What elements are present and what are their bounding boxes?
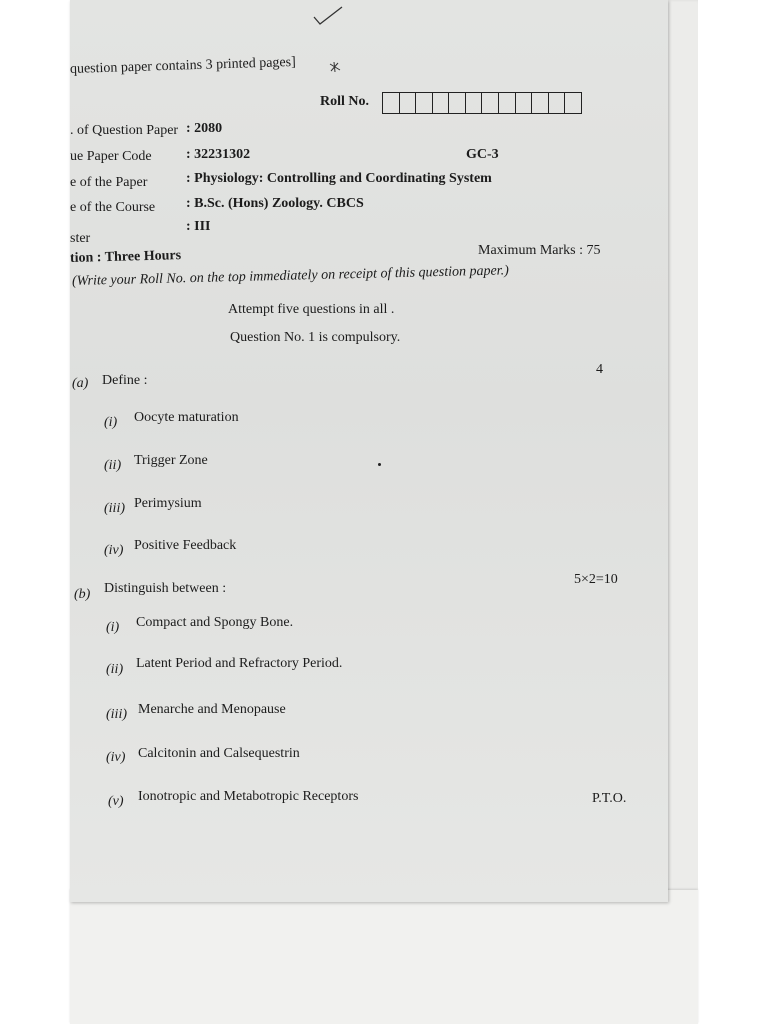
part-b-item-text: Compact and Spongy Bone. — [136, 615, 294, 630]
detail-value-course: : B.Sc. (Hons) Zoology. CBCS — [186, 196, 364, 211]
part-a-marks: 4 — [596, 362, 603, 377]
compulsory-instruction: Question No. 1 is compulsory. — [230, 330, 401, 345]
checkmark-icon — [312, 4, 344, 26]
detail-label-semester: ster — [70, 231, 91, 246]
part-a-heading: Define : — [102, 373, 148, 388]
part-b-label: (b) — [74, 587, 91, 602]
detail-value-paper-title: : Physiology: Controlling and Coordinating System — [186, 171, 492, 186]
part-a-item-text: Oocyte maturation — [134, 410, 239, 425]
paper-series-code: GC-3 — [466, 147, 499, 162]
part-b-item-number: (i) — [106, 620, 120, 635]
part-b-item-text: Latent Period and Refractory Period. — [136, 656, 343, 671]
part-b-marks: 5×2=10 — [574, 572, 618, 587]
part-b-item-number: (ii) — [106, 662, 124, 677]
question-paper-page — [70, 0, 668, 902]
please-turn-over: P.T.O. — [592, 791, 627, 806]
detail-label-course: e of the Course — [70, 200, 156, 215]
part-b-item-text: Ionotropic and Metabotropic Receptors — [138, 789, 359, 804]
part-a-item-number: (ii) — [104, 458, 122, 473]
detail-label-paper-code: ue Paper Code — [70, 149, 152, 164]
part-a-item-number: (iv) — [104, 543, 124, 558]
part-b-item-text: Menarche and Menopause — [138, 702, 286, 717]
part-b-item-number: (v) — [108, 794, 124, 809]
part-a-item-number: (i) — [104, 415, 118, 430]
part-a-item-text: Trigger Zone — [134, 453, 208, 468]
part-a-item-number: (iii) — [104, 501, 125, 516]
part-a-item-text: Positive Feedback — [134, 538, 237, 553]
roll-number-instruction: (Write your Roll No. on the top immediately on receipt of this question paper.) — [71, 263, 509, 289]
detail-value-semester: : III — [186, 219, 211, 234]
part-a-item-text: Perimysium — [134, 496, 202, 511]
attempt-instruction: Attempt five questions in all . — [228, 302, 395, 317]
part-b-item-text: Calcitonin and Calsequestrin — [138, 746, 300, 761]
maximum-marks: Maximum Marks : 75 — [478, 243, 601, 258]
detail-value-paper-no: : 2080 — [186, 121, 223, 136]
detail-label-paper-title: e of the Paper — [70, 175, 148, 190]
part-b-item-number: (iii) — [106, 707, 127, 722]
lower-paper-sheet — [70, 890, 698, 1024]
roll-number-boxes[interactable] — [382, 92, 582, 114]
pages-note: question paper contains 3 printed pages] — [69, 54, 296, 77]
detail-label-paper-no: . of Question Paper — [70, 123, 179, 138]
exam-duration: tion : Three Hours — [69, 248, 182, 266]
ink-scribble-icon — [328, 60, 342, 74]
part-a-label: (a) — [72, 376, 89, 391]
part-b-item-number: (iv) — [106, 750, 126, 765]
detail-value-paper-code: : 32231302 — [186, 147, 251, 162]
roll-number-label: Roll No. — [320, 94, 369, 109]
part-b-heading: Distinguish between : — [104, 581, 227, 596]
ink-dot — [378, 463, 381, 466]
